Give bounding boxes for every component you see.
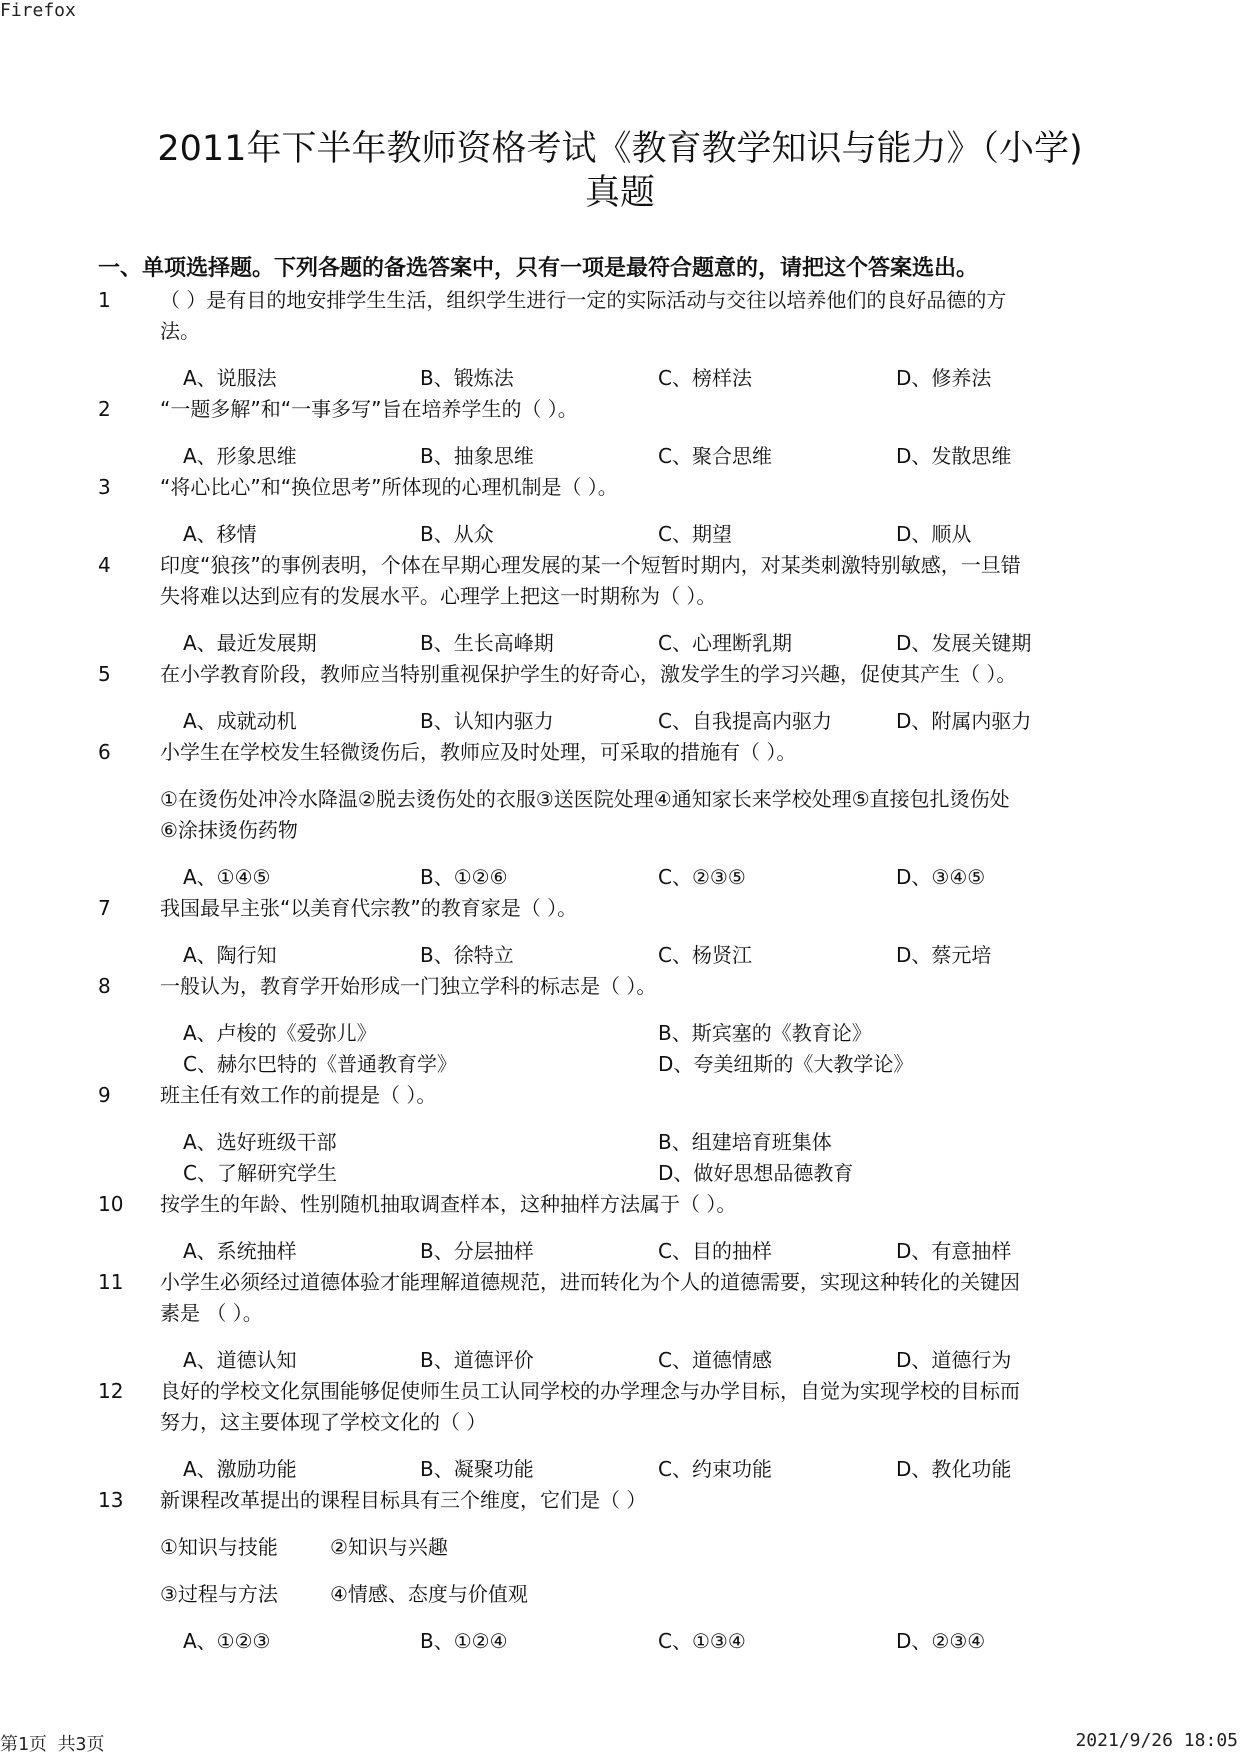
question-statement-line: ⑥涂抹烫伤药物 — [160, 818, 298, 842]
question-number: 2 — [98, 397, 111, 421]
browser-header-label: Firefox — [0, 0, 76, 21]
question-statement-item: ②知识与兴趣 — [330, 1535, 448, 1559]
answer-option: A、①②③ — [183, 1629, 271, 1653]
document-title-line1: 2011年下半年教师资格考试《教育教学知识与能力》（小学) — [157, 129, 1083, 170]
answer-option: D、蔡元培 — [896, 943, 992, 967]
question-text-line: 一般认为，教育学开始形成一门独立学科的标志是（ ）。 — [160, 974, 657, 998]
answer-option: A、成就动机 — [183, 709, 297, 733]
page-number: 第1页 共3页 — [0, 1734, 105, 1755]
section-heading: 一、单项选择题。下列各题的备选答案中，只有一项是最符合题意的，请把这个答案选出。 — [98, 256, 979, 281]
answer-option: C、约束功能 — [658, 1457, 772, 1481]
answer-option: C、赫尔巴特的《普通教育学》 — [183, 1052, 457, 1076]
question-text-line: 在小学教育阶段，教师应当特别重视保护学生的好奇心，激发学生的学习兴趣，促使其产生（ ）。 — [160, 662, 1017, 686]
question-number: 6 — [98, 740, 111, 764]
answer-option: D、附属内驱力 — [896, 709, 1032, 733]
answer-option: B、抽象思维 — [420, 444, 534, 468]
answer-option: A、系统抽样 — [183, 1239, 297, 1263]
answer-option: C、杨贤江 — [658, 943, 752, 967]
answer-option: A、移情 — [183, 522, 257, 546]
answer-option: D、夸美纽斯的《大教学论》 — [658, 1052, 914, 1076]
answer-option: B、组建培育班集体 — [658, 1130, 832, 1154]
answer-option: B、从众 — [420, 522, 494, 546]
question-number: 3 — [98, 475, 111, 499]
answer-option: D、③④⑤ — [896, 865, 986, 889]
question-number: 9 — [98, 1083, 111, 1107]
question-text-line: 素是 （ ）。 — [160, 1301, 263, 1325]
answer-option: A、卢梭的《爱弥儿》 — [183, 1021, 377, 1045]
question-number: 10 — [98, 1192, 124, 1216]
answer-option: C、心理断乳期 — [658, 631, 792, 655]
document-title-line2: 真题 — [584, 173, 655, 214]
print-datetime: 2021/9/26 18:05 — [1075, 1730, 1238, 1751]
question-text-line: “一题多解”和“一事多写”旨在培养学生的（ ）。 — [160, 397, 578, 421]
question-text-line: 新课程改革提出的课程目标具有三个维度，它们是（ ） — [160, 1488, 647, 1512]
answer-option: A、形象思维 — [183, 444, 297, 468]
question-statement-item: ①知识与技能 — [160, 1535, 278, 1559]
answer-option: A、陶行知 — [183, 943, 277, 967]
question-number: 12 — [98, 1379, 124, 1403]
answer-option: C、①③④ — [658, 1629, 746, 1653]
answer-option: C、榜样法 — [658, 366, 752, 390]
question-text-line: 失将难以达到应有的发展水平。心理学上把这一时期称为（ ）。 — [160, 584, 717, 608]
question-text-line: 班主任有效工作的前提是（ ）。 — [160, 1083, 437, 1107]
answer-option: A、选好班级干部 — [183, 1130, 337, 1154]
document-title — [100, 127, 1140, 215]
question-number: 11 — [98, 1270, 124, 1294]
answer-option: B、锻炼法 — [420, 366, 514, 390]
answer-option: C、目的抽样 — [658, 1239, 772, 1263]
answer-option: D、顺从 — [896, 522, 972, 546]
answer-option: B、斯宾塞的《教育论》 — [658, 1021, 872, 1045]
answer-option: D、发散思维 — [896, 444, 1012, 468]
answer-option: D、修养法 — [896, 366, 992, 390]
answer-option: A、道德认知 — [183, 1348, 297, 1372]
answer-option: B、认知内驱力 — [420, 709, 554, 733]
answer-option: D、发展关键期 — [896, 631, 1032, 655]
question-number: 8 — [98, 974, 111, 998]
question-text-line: 按学生的年龄、性别随机抽取调查样本，这种抽样方法属于（ ）。 — [160, 1192, 737, 1216]
question-text-line: （ ）是有目的地安排学生生活，组织学生进行一定的实际活动与交往以培养他们的良好品德的方 — [160, 288, 1007, 312]
answer-option: B、生长高峰期 — [420, 631, 554, 655]
answer-option: B、①②④ — [420, 1629, 508, 1653]
question-text-line: 良好的学校文化氛围能够促使师生员工认同学校的办学理念与办学目标，自觉为实现学校的目标而 — [160, 1379, 1020, 1403]
answer-option: C、自我提高内驱力 — [658, 709, 832, 733]
answer-option: A、说服法 — [183, 366, 277, 390]
question-number: 13 — [98, 1488, 124, 1512]
answer-option: B、徐特立 — [420, 943, 514, 967]
question-number: 5 — [98, 662, 111, 686]
question-text-line: 小学生必须经过道德体验才能理解道德规范，进而转化为个人的道德需要，实现这种转化的关键因 — [160, 1270, 1020, 1294]
answer-option: D、做好思想品德教育 — [658, 1161, 854, 1185]
question-number: 7 — [98, 896, 111, 920]
question-text-line: 法。 — [160, 319, 200, 343]
answer-option: D、有意抽样 — [896, 1239, 1012, 1263]
answer-option: C、道德情感 — [658, 1348, 772, 1372]
answer-option: D、②③④ — [896, 1629, 986, 1653]
answer-option: B、①②⑥ — [420, 865, 508, 889]
answer-option: C、期望 — [658, 522, 732, 546]
question-statement-item: ④情感、态度与价值观 — [330, 1582, 528, 1606]
answer-option: A、激励功能 — [183, 1457, 297, 1481]
answer-option: B、道德评价 — [420, 1348, 534, 1372]
answer-option: C、了解研究学生 — [183, 1161, 337, 1185]
question-number: 4 — [98, 553, 111, 577]
question-text-line: 我国最早主张“以美育代宗教”的教育家是（ ）。 — [160, 896, 578, 920]
answer-option: C、②③⑤ — [658, 865, 746, 889]
answer-option: B、凝聚功能 — [420, 1457, 534, 1481]
question-text-line: 小学生在学校发生轻微烫伤后，教师应及时处理，可采取的措施有（ ）。 — [160, 740, 797, 764]
answer-option: A、①④⑤ — [183, 865, 271, 889]
answer-option: C、聚合思维 — [658, 444, 772, 468]
question-statement-item: ③过程与方法 — [160, 1582, 278, 1606]
question-text-line: 印度“狼孩”的事例表明，个体在早期心理发展的某一个短暂时期内，对某类刺激特别敏感，一旦错 — [160, 553, 1021, 577]
answer-option: B、分层抽样 — [420, 1239, 534, 1263]
question-statement-line: ①在烫伤处冲冷水降温②脱去烫伤处的衣服③送医院处理④通知家长来学校处理⑤直接包扎烫伤处 — [160, 787, 1010, 811]
answer-option: D、道德行为 — [896, 1348, 1012, 1372]
answer-option: D、教化功能 — [896, 1457, 1012, 1481]
question-text-line: “将心比心”和“换位思考”所体现的心理机制是（ ）。 — [160, 475, 618, 499]
question-text-line: 努力，这主要体现了学校文化的（ ） — [160, 1410, 487, 1434]
question-number: 1 — [98, 288, 111, 312]
answer-option: A、最近发展期 — [183, 631, 317, 655]
